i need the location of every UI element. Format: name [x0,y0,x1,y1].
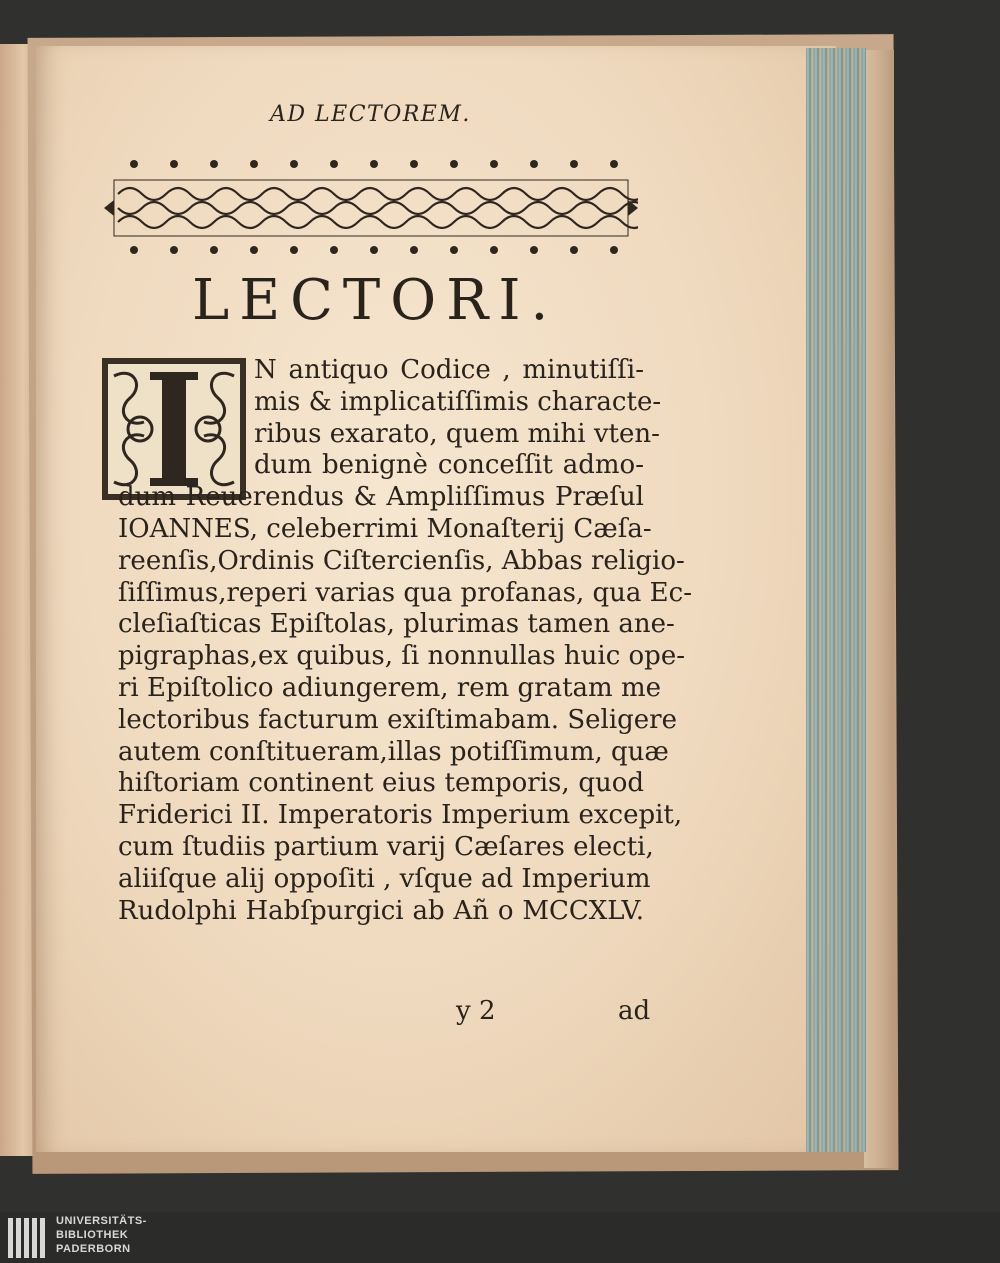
text-line: IOANNES, celeberrimi Monaſterij Cæſa- [118,514,652,544]
text-line: dum benignè conceſſit admo- [254,450,644,481]
text-line: dum Reuerendus & Ampliſſimus Præſul [118,482,644,513]
fore-edge-outer [864,50,894,1168]
catchword: ad [618,996,651,1026]
logo-line-1: UNIVERSITÄTS- [56,1215,147,1227]
running-head: AD LECTOREM. [270,102,471,127]
text-line: ribus exarato, quem mihi vten- [254,418,660,449]
footer-bar [0,1212,1000,1263]
text-line: lectoribus facturum exiſtimabam. Seligere [118,704,677,735]
text-line: reenſis,Ordinis Ciſtercienſis, Abbas religio- [118,545,685,576]
text-line: ri Epiſtolico adiungerem, rem gratam me [118,673,661,703]
text-line: Friderici II. Imperatoris Imperium excepit, [118,800,683,831]
text-line: N antiquo Codice , minutiſſi- [254,355,644,385]
library-logo-icon [8,1216,48,1260]
logo-line-3: PADERBORN [56,1243,131,1255]
text-line: autem conſtitueram,illas potiſſimum, quæ [118,736,669,767]
page-title: LECTORI. [192,268,559,333]
text-line: pigraphas,ex quibus, ſi nonnullas huic ope- [118,641,685,672]
text-line: cleſiaſticas Epiſtolas, plurimas tamen ane- [118,609,675,640]
text-line: Rudolphi Habſpurgici ab Añ o MCCXLV. [118,895,644,926]
logo-line-2: BIBLIOTHEK [56,1229,129,1241]
text-line: ſiſſimus,reperi varias qua profanas, qua Ec- [118,577,693,608]
text-line: mis & implicatiſſimis characte- [254,386,662,417]
fore-edge [806,48,866,1152]
text-line: hiſtoriam continent eius temporis, quod [118,768,644,799]
library-logo-text [56,1214,147,1256]
headpiece-ornament-icon [104,148,638,266]
text-line: cum ſtudiis partium varij Cæſares electi, [118,832,654,862]
signature-mark: y 2 [456,996,496,1026]
text-line: aliiſque alij oppoſiti , vſque ad Imperium [118,863,651,894]
